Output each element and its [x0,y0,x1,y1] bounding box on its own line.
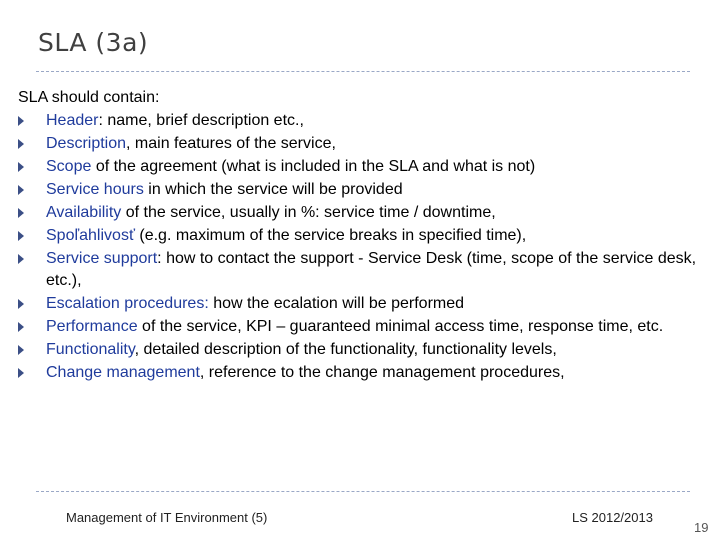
bullet-arrow-icon [18,231,24,241]
item-text: (e.g. maximum of the service breaks in specified time), [134,227,527,244]
bullet-arrow-icon [18,299,24,309]
item-keyword: Header [46,112,99,129]
item-text: of the service, KPI – guaranteed minimal access time, response time, etc. [137,318,664,335]
bullet-arrow-icon [18,162,24,172]
bullet-arrow-icon [18,368,24,378]
list-item [18,110,718,132]
list-item [18,248,718,292]
list-item [18,316,718,338]
item-text: how the ecalation will be performed [208,295,465,312]
item-text: of the agreement (what is included in the SLA and what is not) [91,158,536,175]
bullet-list [18,110,718,384]
bullet-arrow-icon [18,254,24,264]
item-keyword: Service hours [46,181,144,198]
item-keyword: Escalation procedures: [46,295,209,312]
slide-body [18,87,718,385]
item-text: in which the service will be provided [143,181,403,198]
page-number: 19 [694,520,709,535]
list-item [18,156,718,178]
lead-text: SLA should contain: [18,89,160,106]
item-keyword: Change management [46,364,200,381]
item-keyword: Availability [46,204,122,221]
item-text: , main features of the service, [126,135,336,152]
item-text: : how to contact the support - Service Desk (time, scope of the service desk, etc.), [46,250,697,289]
list-item [18,339,718,361]
item-keyword: Service support [46,250,158,267]
list-item [18,179,718,201]
bullet-arrow-icon [18,322,24,332]
slide-title: SLA (3a) [38,28,149,57]
bullet-arrow-icon [18,208,24,218]
item-keyword: Performance [46,318,138,335]
item-text: , detailed description of the functionality, functionality levels, [134,341,557,358]
bullet-arrow-icon [18,116,24,126]
footer-course-title: Management of IT Environment (5) [66,510,268,525]
bullet-arrow-icon [18,139,24,149]
item-keyword: Spoľahlivosť [46,227,135,244]
bullet-arrow-icon [18,345,24,355]
item-text: of the service, usually in %: service time / downtime, [121,204,496,221]
footer-term: LS 2012/2013 [572,510,653,525]
item-keyword: Functionality [46,341,135,358]
list-item [18,225,718,247]
top-divider [36,71,690,72]
bottom-divider [36,491,690,492]
item-text: , reference to the change management procedures, [199,364,565,381]
list-item [18,202,718,224]
list-item [18,133,718,155]
list-item [18,293,718,315]
bullet-arrow-icon [18,185,24,195]
item-keyword: Description [46,135,127,152]
list-item [18,362,718,384]
item-keyword: Scope [46,158,92,175]
item-text: : name, brief description etc., [98,112,304,129]
